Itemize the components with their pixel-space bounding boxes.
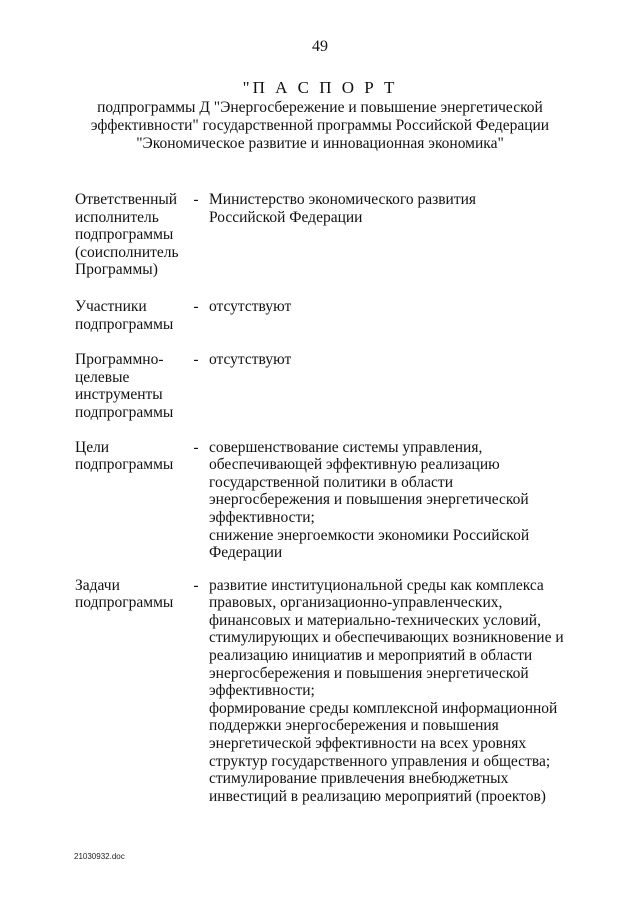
row-value bbox=[209, 191, 575, 226]
row-value bbox=[209, 439, 575, 562]
row-label bbox=[75, 439, 183, 474]
label-line: инструменты bbox=[75, 386, 163, 404]
value-line: эффективности; bbox=[209, 508, 315, 526]
label-line: подпрограммы bbox=[75, 226, 174, 244]
value-line: энергосбережения и повышения энергетической bbox=[209, 664, 529, 682]
document-subtitle bbox=[70, 99, 570, 153]
value-line: формирование среды комплексной информационной bbox=[209, 699, 558, 717]
footer-file-name: 21030932.doc bbox=[74, 852, 125, 861]
value-line: эффективности; bbox=[209, 682, 315, 700]
value-line: снижение энергоемкости экономики Российской bbox=[209, 526, 530, 544]
value-line: государственной политики в области bbox=[209, 473, 453, 491]
value-line: обеспечивающей эффективную реализацию bbox=[209, 456, 500, 474]
value-line: реализацию инициатив и мероприятий в области bbox=[209, 647, 533, 665]
label-line: Участники bbox=[75, 297, 147, 315]
value-line: энергосбережения и повышения энергетической bbox=[209, 491, 529, 509]
value-line: финансовых и материально-технических условий, bbox=[209, 611, 541, 629]
row-label bbox=[75, 351, 183, 421]
passport-row-program-instruments bbox=[75, 351, 575, 421]
row-dash: - bbox=[193, 297, 199, 315]
label-line: Ответственный bbox=[75, 191, 178, 208]
row-value bbox=[209, 577, 575, 806]
row-dash: - bbox=[193, 576, 199, 594]
row-value bbox=[209, 298, 575, 316]
row-dash: - bbox=[193, 438, 199, 456]
label-line: Цели bbox=[75, 438, 110, 456]
value-line: поддержки энергосбережения и повышения bbox=[209, 717, 499, 735]
label-line: подпрограммы bbox=[75, 594, 174, 612]
label-line: подпрограммы bbox=[75, 456, 174, 474]
value-line: Министерство экономического развития bbox=[209, 191, 477, 208]
document-title: "П А С П О Р Т bbox=[242, 78, 398, 97]
value-line: структур государственного управления и общества; bbox=[209, 752, 551, 770]
value-line: отсутствуют bbox=[209, 297, 292, 315]
passport-table bbox=[75, 191, 575, 805]
value-line: инвестиций в реализацию мероприятий (проектов) bbox=[209, 787, 546, 805]
row-dash: - bbox=[193, 191, 199, 208]
value-line: развитие институциональной среды как комплекса bbox=[209, 576, 544, 594]
subtitle-line: "Экономическое развитие и инновационная экономика" bbox=[136, 135, 504, 152]
value-line: Российской Федерации bbox=[209, 208, 363, 226]
label-line: Программно- bbox=[75, 351, 164, 369]
label-line: (соисполнитель bbox=[75, 243, 179, 261]
value-line: правовых, организационно-управленческих, bbox=[209, 594, 503, 612]
value-line: Федерации bbox=[209, 544, 283, 562]
row-label bbox=[75, 577, 183, 612]
label-line: целевые bbox=[75, 368, 130, 386]
subtitle-line: подпрограммы Д "Энергосбережение и повышение энергетической bbox=[97, 99, 543, 116]
passport-row-goals bbox=[75, 439, 575, 562]
value-line: совершенствование системы управления, bbox=[209, 438, 483, 456]
row-label bbox=[75, 191, 183, 279]
value-line: энергетической эффективности на всех уровнях bbox=[209, 735, 527, 753]
row-dash: - bbox=[193, 351, 199, 369]
page-number: 49 bbox=[312, 38, 328, 55]
passport-row-responsible-executor bbox=[75, 191, 575, 279]
label-line: Задачи bbox=[75, 576, 120, 594]
label-line: исполнитель bbox=[75, 208, 159, 226]
passport-row-tasks bbox=[75, 577, 575, 806]
row-label bbox=[75, 298, 183, 333]
label-line: Программы) bbox=[75, 261, 158, 279]
passport-row-participants bbox=[75, 298, 575, 333]
value-line: отсутствуют bbox=[209, 351, 292, 369]
label-line: подпрограммы bbox=[75, 315, 174, 333]
value-line: стимулирование привлечения внебюджетных bbox=[209, 770, 509, 788]
subtitle-line: эффективности" государственной программы Российской Федерации bbox=[90, 117, 550, 134]
row-value bbox=[209, 351, 575, 369]
value-line: стимулирующих и обеспечивающих возникновение и bbox=[209, 629, 564, 647]
label-line: подпрограммы bbox=[75, 403, 174, 421]
